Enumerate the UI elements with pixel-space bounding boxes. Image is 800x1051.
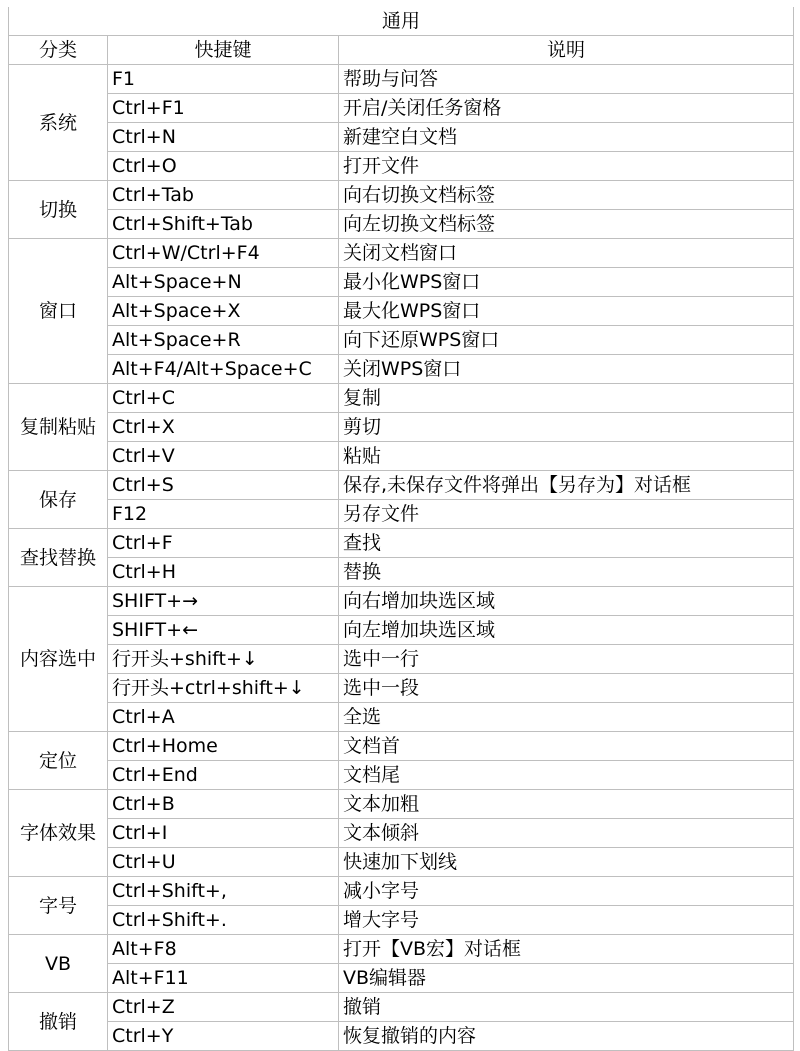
category-cell: 定位	[9, 732, 108, 790]
table-row	[9, 413, 794, 442]
table-row	[9, 819, 794, 848]
shortcut-cell: Ctrl+Home	[108, 732, 339, 761]
table-row	[9, 94, 794, 123]
shortcut-cell: Ctrl+Shift+.	[108, 906, 339, 935]
description-cell: 粘贴	[339, 442, 794, 471]
description-cell: 撤销	[339, 993, 794, 1022]
shortcut-cell: Alt+F4/Alt+Space+C	[108, 355, 339, 384]
table-row	[9, 1022, 794, 1051]
title-row	[9, 7, 794, 36]
category-cell: VB	[9, 935, 108, 993]
table-row	[9, 355, 794, 384]
header-category: 分类	[9, 36, 108, 65]
description-cell: 文本加粗	[339, 790, 794, 819]
description-cell: 选中一行	[339, 645, 794, 674]
shortcut-cell: Ctrl+B	[108, 790, 339, 819]
shortcut-cell: Ctrl+H	[108, 558, 339, 587]
table-row	[9, 877, 794, 906]
shortcut-cell: Ctrl+O	[108, 152, 339, 181]
description-cell: 恢复撤销的内容	[339, 1022, 794, 1051]
shortcut-cell: Ctrl+V	[108, 442, 339, 471]
shortcut-cell: Alt+Space+N	[108, 268, 339, 297]
shortcut-cell: Ctrl+I	[108, 819, 339, 848]
description-cell: 向左增加块选区域	[339, 616, 794, 645]
description-cell: 新建空白文档	[339, 123, 794, 152]
table-row	[9, 529, 794, 558]
shortcut-cell: Ctrl+S	[108, 471, 339, 500]
category-cell: 字号	[9, 877, 108, 935]
shortcut-cell: Ctrl+Y	[108, 1022, 339, 1051]
table-row	[9, 645, 794, 674]
description-cell: 另存文件	[339, 500, 794, 529]
table-row	[9, 587, 794, 616]
description-cell: 打开文件	[339, 152, 794, 181]
description-cell: 最大化WPS窗口	[339, 297, 794, 326]
description-cell: 剪切	[339, 413, 794, 442]
table-row	[9, 181, 794, 210]
shortcut-cell: 行开头+shift+↓	[108, 645, 339, 674]
description-cell: 开启/关闭任务窗格	[339, 94, 794, 123]
table-row	[9, 268, 794, 297]
description-cell: 关闭文档窗口	[339, 239, 794, 268]
shortcut-cell: Ctrl+Shift+Tab	[108, 210, 339, 239]
table-row	[9, 210, 794, 239]
table-row	[9, 297, 794, 326]
table-row	[9, 123, 794, 152]
category-cell: 查找替换	[9, 529, 108, 587]
table-row	[9, 848, 794, 877]
shortcut-cell: Ctrl+Shift+,	[108, 877, 339, 906]
table-row	[9, 935, 794, 964]
table-body	[9, 65, 794, 1051]
category-cell: 保存	[9, 471, 108, 529]
table-row	[9, 471, 794, 500]
table-row	[9, 384, 794, 413]
shortcut-cell: Alt+Space+X	[108, 297, 339, 326]
table-row	[9, 964, 794, 993]
category-cell: 切换	[9, 181, 108, 239]
shortcut-cell: Ctrl+X	[108, 413, 339, 442]
description-cell: 向右切换文档标签	[339, 181, 794, 210]
description-cell: 向下还原WPS窗口	[339, 326, 794, 355]
table-row	[9, 616, 794, 645]
header-row	[9, 36, 794, 65]
description-cell: 增大字号	[339, 906, 794, 935]
table-row	[9, 65, 794, 94]
description-cell: 查找	[339, 529, 794, 558]
table-row	[9, 993, 794, 1022]
description-cell: 文档尾	[339, 761, 794, 790]
shortcut-cell: Ctrl+Z	[108, 993, 339, 1022]
table-row	[9, 674, 794, 703]
category-cell: 内容选中	[9, 587, 108, 732]
description-cell: 选中一段	[339, 674, 794, 703]
shortcut-cell: Ctrl+W/Ctrl+F4	[108, 239, 339, 268]
shortcut-cell: F12	[108, 500, 339, 529]
table-row	[9, 790, 794, 819]
table-row	[9, 152, 794, 181]
shortcut-cell: SHIFT+→	[108, 587, 339, 616]
category-cell: 系统	[9, 65, 108, 181]
shortcut-cell: Ctrl+A	[108, 703, 339, 732]
description-cell: 文档首	[339, 732, 794, 761]
description-cell: 最小化WPS窗口	[339, 268, 794, 297]
shortcut-cell: F1	[108, 65, 339, 94]
description-cell: 向左切换文档标签	[339, 210, 794, 239]
category-cell: 复制粘贴	[9, 384, 108, 471]
table-row	[9, 558, 794, 587]
description-cell: 关闭WPS窗口	[339, 355, 794, 384]
header-description: 说明	[339, 36, 794, 65]
table-row	[9, 326, 794, 355]
shortcut-cell: Ctrl+N	[108, 123, 339, 152]
shortcut-cell: Alt+F11	[108, 964, 339, 993]
shortcut-cell: Ctrl+C	[108, 384, 339, 413]
description-cell: 替换	[339, 558, 794, 587]
table-row	[9, 239, 794, 268]
category-cell: 撤销	[9, 993, 108, 1051]
table-row	[9, 703, 794, 732]
description-cell: 打开【VB宏】对话框	[339, 935, 794, 964]
shortcut-cell: 行开头+ctrl+shift+↓	[108, 674, 339, 703]
table-row	[9, 761, 794, 790]
table-row	[9, 442, 794, 471]
description-cell: 全选	[339, 703, 794, 732]
table-title: 通用	[9, 7, 794, 36]
category-cell: 字体效果	[9, 790, 108, 877]
shortcut-cell: Ctrl+F1	[108, 94, 339, 123]
shortcut-cell: SHIFT+←	[108, 616, 339, 645]
table-row	[9, 500, 794, 529]
description-cell: 复制	[339, 384, 794, 413]
description-cell: 向右增加块选区域	[339, 587, 794, 616]
description-cell: 快速加下划线	[339, 848, 794, 877]
shortcut-cell: Alt+F8	[108, 935, 339, 964]
shortcut-cell: Ctrl+Tab	[108, 181, 339, 210]
description-cell: VB编辑器	[339, 964, 794, 993]
shortcut-cell: Ctrl+End	[108, 761, 339, 790]
shortcut-cell: Alt+Space+R	[108, 326, 339, 355]
description-cell: 帮助与问答	[339, 65, 794, 94]
header-shortcut: 快捷键	[108, 36, 339, 65]
table-row	[9, 732, 794, 761]
description-cell: 减小字号	[339, 877, 794, 906]
shortcut-cell: Ctrl+F	[108, 529, 339, 558]
category-cell: 窗口	[9, 239, 108, 384]
shortcut-cell: Ctrl+U	[108, 848, 339, 877]
table-row	[9, 906, 794, 935]
description-cell: 保存,未保存文件将弹出【另存为】对话框	[339, 471, 794, 500]
shortcut-table	[8, 7, 794, 1051]
description-cell: 文本倾斜	[339, 819, 794, 848]
